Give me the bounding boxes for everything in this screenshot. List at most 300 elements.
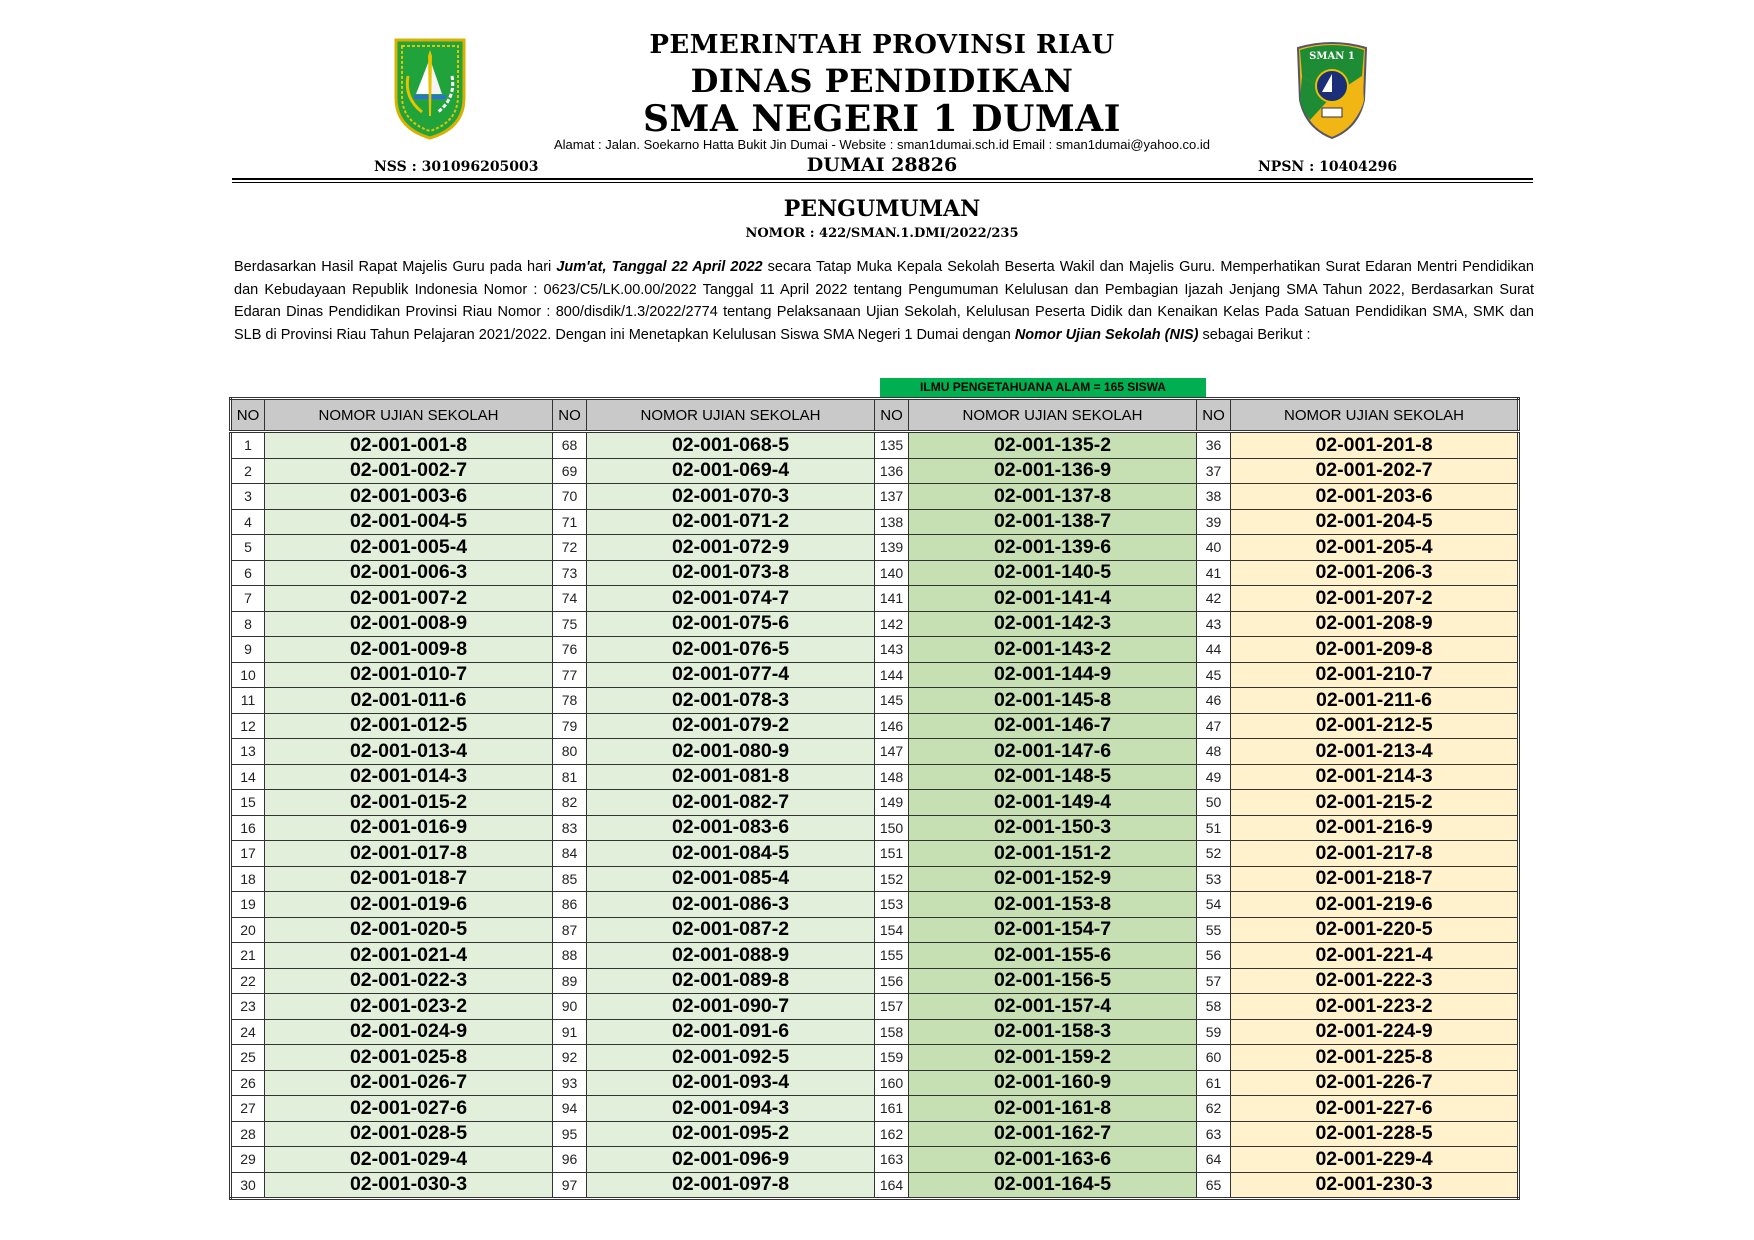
table-row: [231, 994, 1519, 1020]
row-number-cell: 80: [553, 739, 587, 765]
exam-number-cell: 02-001-030-3: [265, 1172, 553, 1199]
table-row: [231, 1019, 1519, 1045]
table-row: [231, 611, 1519, 637]
exam-number-cell: 02-001-154-7: [909, 917, 1197, 943]
column-header-no: NO: [1197, 399, 1231, 432]
row-number-cell: 59: [1197, 1019, 1231, 1045]
table-row: [231, 535, 1519, 561]
exam-number-cell: 02-001-090-7: [587, 994, 875, 1020]
exam-number-cell: 02-001-008-9: [265, 611, 553, 637]
row-number-cell: 81: [553, 764, 587, 790]
exam-number-cell: 02-001-142-3: [909, 611, 1197, 637]
row-number-cell: 140: [875, 560, 909, 586]
row-number-cell: 95: [553, 1121, 587, 1147]
exam-number-cell: 02-001-135-2: [909, 432, 1197, 459]
exam-number-cell: 02-001-003-6: [265, 484, 553, 510]
row-number-cell: 160: [875, 1070, 909, 1096]
exam-number-cell: 02-001-230-3: [1231, 1172, 1519, 1199]
exam-number-cell: 02-001-085-4: [587, 866, 875, 892]
exam-number-cell: 02-001-028-5: [265, 1121, 553, 1147]
exam-number-cell: 02-001-136-9: [909, 458, 1197, 484]
row-number-cell: 54: [1197, 892, 1231, 918]
exam-number-cell: 02-001-097-8: [587, 1172, 875, 1199]
row-number-cell: 36: [1197, 432, 1231, 459]
table-row: [231, 866, 1519, 892]
row-number-cell: 164: [875, 1172, 909, 1199]
exam-number-cell: 02-001-153-8: [909, 892, 1197, 918]
exam-number-cell: 02-001-077-4: [587, 662, 875, 688]
table-body: [231, 432, 1519, 1199]
exam-number-cell: 02-001-206-3: [1231, 560, 1519, 586]
row-number-cell: 76: [553, 637, 587, 663]
body-text-emphasis: Nomor Ujian Sekolah (NIS): [1014, 326, 1199, 343]
row-number-cell: 26: [231, 1070, 265, 1096]
table-row: [231, 509, 1519, 535]
exam-number-cell: 02-001-205-4: [1231, 535, 1519, 561]
row-number-cell: 77: [553, 662, 587, 688]
table-row: [231, 943, 1519, 969]
row-number-cell: 75: [553, 611, 587, 637]
exam-number-cell: 02-001-229-4: [1231, 1147, 1519, 1173]
row-number-cell: 27: [231, 1096, 265, 1122]
row-number-cell: 144: [875, 662, 909, 688]
exam-number-cell: 02-001-026-7: [265, 1070, 553, 1096]
row-number-cell: 38: [1197, 484, 1231, 510]
exam-number-cell: 02-001-083-6: [587, 815, 875, 841]
row-number-cell: 28: [231, 1121, 265, 1147]
table-row: [231, 1045, 1519, 1071]
exam-number-cell: 02-001-084-5: [587, 841, 875, 867]
row-number-cell: 162: [875, 1121, 909, 1147]
row-number-cell: 57: [1197, 968, 1231, 994]
row-number-cell: 41: [1197, 560, 1231, 586]
city-postal: DUMAI 28826: [806, 154, 958, 176]
row-number-cell: 158: [875, 1019, 909, 1045]
row-number-cell: 24: [231, 1019, 265, 1045]
exam-number-cell: 02-001-070-3: [587, 484, 875, 510]
exam-number-cell: 02-001-076-5: [587, 637, 875, 663]
agency-name: DINAS PENDIDIKAN: [690, 62, 1074, 100]
row-number-cell: 37: [1197, 458, 1231, 484]
row-number-cell: 16: [231, 815, 265, 841]
row-number-cell: 48: [1197, 739, 1231, 765]
table-row: [231, 484, 1519, 510]
table-row: [231, 688, 1519, 714]
row-number-cell: 11: [231, 688, 265, 714]
exam-number-cell: 02-001-147-6: [909, 739, 1197, 765]
row-number-cell: 136: [875, 458, 909, 484]
row-number-cell: 23: [231, 994, 265, 1020]
exam-number-cell: 02-001-093-4: [587, 1070, 875, 1096]
exam-number-cell: 02-001-027-6: [265, 1096, 553, 1122]
column-header-no: NO: [875, 399, 909, 432]
row-number-cell: 15: [231, 790, 265, 816]
exam-number-cell: 02-001-081-8: [587, 764, 875, 790]
row-number-cell: 143: [875, 637, 909, 663]
row-number-cell: 159: [875, 1045, 909, 1071]
table-row: [231, 560, 1519, 586]
exam-number-cell: 02-001-001-8: [265, 432, 553, 459]
table-row: [231, 1096, 1519, 1122]
exam-number-cell: 02-001-202-7: [1231, 458, 1519, 484]
exam-number-cell: 02-001-215-2: [1231, 790, 1519, 816]
exam-number-cell: 02-001-221-4: [1231, 943, 1519, 969]
exam-number-cell: 02-001-006-3: [265, 560, 553, 586]
exam-number-cell: 02-001-203-6: [1231, 484, 1519, 510]
row-number-cell: 1: [231, 432, 265, 459]
row-number-cell: 44: [1197, 637, 1231, 663]
exam-number-cell: 02-001-011-6: [265, 688, 553, 714]
row-number-cell: 96: [553, 1147, 587, 1173]
row-number-cell: 71: [553, 509, 587, 535]
exam-number-cell: 02-001-216-9: [1231, 815, 1519, 841]
exam-number-cell: 02-001-150-3: [909, 815, 1197, 841]
table-row: [231, 917, 1519, 943]
row-number-cell: 147: [875, 739, 909, 765]
exam-number-cell: 02-001-137-8: [909, 484, 1197, 510]
exam-number-cell: 02-001-201-8: [1231, 432, 1519, 459]
row-number-cell: 150: [875, 815, 909, 841]
column-header-exam-number: NOMOR UJIAN SEKOLAH: [1231, 399, 1519, 432]
row-number-cell: 94: [553, 1096, 587, 1122]
exam-number-cell: 02-001-140-5: [909, 560, 1197, 586]
exam-number-cell: 02-001-010-7: [265, 662, 553, 688]
exam-number-cell: 02-001-158-3: [909, 1019, 1197, 1045]
row-number-cell: 138: [875, 509, 909, 535]
school-name: SMA NEGERI 1 DUMAI: [643, 98, 1121, 140]
row-number-cell: 7: [231, 586, 265, 612]
exam-number-cell: 02-001-005-4: [265, 535, 553, 561]
row-number-cell: 3: [231, 484, 265, 510]
row-number-cell: 85: [553, 866, 587, 892]
row-number-cell: 163: [875, 1147, 909, 1173]
exam-number-cell: 02-001-091-6: [587, 1019, 875, 1045]
npsn-number: NPSN : 10404296: [1258, 159, 1398, 175]
row-number-cell: 153: [875, 892, 909, 918]
body-text-part: Berdasarkan Hasil Rapat Majelis Guru pada hari: [234, 259, 557, 275]
exam-number-cell: 02-001-145-8: [909, 688, 1197, 714]
exam-number-cell: 02-001-071-2: [587, 509, 875, 535]
exam-number-cell: 02-001-226-7: [1231, 1070, 1519, 1096]
exam-number-cell: 02-001-009-8: [265, 637, 553, 663]
province-name: PEMERINTAH PROVINSI RIAU: [649, 30, 1115, 60]
exam-number-cell: 02-001-024-9: [265, 1019, 553, 1045]
letterhead-divider: [232, 178, 1533, 183]
row-number-cell: 82: [553, 790, 587, 816]
row-number-cell: 155: [875, 943, 909, 969]
row-number-cell: 39: [1197, 509, 1231, 535]
exam-number-cell: 02-001-088-9: [587, 943, 875, 969]
table-header-row: [231, 399, 1519, 432]
table-row: [231, 764, 1519, 790]
row-number-cell: 5: [231, 535, 265, 561]
row-number-cell: 137: [875, 484, 909, 510]
row-number-cell: 53: [1197, 866, 1231, 892]
exam-number-cell: 02-001-209-8: [1231, 637, 1519, 663]
row-number-cell: 93: [553, 1070, 587, 1096]
row-number-cell: 52: [1197, 841, 1231, 867]
row-number-cell: 78: [553, 688, 587, 714]
exam-number-cell: 02-001-082-7: [587, 790, 875, 816]
column-header-exam-number: NOMOR UJIAN SEKOLAH: [909, 399, 1197, 432]
row-number-cell: 22: [231, 968, 265, 994]
row-number-cell: 73: [553, 560, 587, 586]
row-number-cell: 146: [875, 713, 909, 739]
exam-number-cell: 02-001-211-6: [1231, 688, 1519, 714]
exam-number-cell: 02-001-227-6: [1231, 1096, 1519, 1122]
exam-number-cell: 02-001-002-7: [265, 458, 553, 484]
exam-number-cell: 02-001-141-4: [909, 586, 1197, 612]
row-number-cell: 142: [875, 611, 909, 637]
exam-number-cell: 02-001-212-5: [1231, 713, 1519, 739]
table-row: [231, 637, 1519, 663]
row-number-cell: 51: [1197, 815, 1231, 841]
column-header-exam-number: NOMOR UJIAN SEKOLAH: [265, 399, 553, 432]
exam-number-cell: 02-001-012-5: [265, 713, 553, 739]
row-number-cell: 68: [553, 432, 587, 459]
row-number-cell: 141: [875, 586, 909, 612]
row-number-cell: 2: [231, 458, 265, 484]
row-number-cell: 69: [553, 458, 587, 484]
table-row: [231, 713, 1519, 739]
row-number-cell: 6: [231, 560, 265, 586]
row-number-cell: 18: [231, 866, 265, 892]
row-number-cell: 58: [1197, 994, 1231, 1020]
row-number-cell: 151: [875, 841, 909, 867]
exam-number-cell: 02-001-139-6: [909, 535, 1197, 561]
table-row: [231, 841, 1519, 867]
row-number-cell: 60: [1197, 1045, 1231, 1071]
row-number-cell: 84: [553, 841, 587, 867]
row-number-cell: 63: [1197, 1121, 1231, 1147]
row-number-cell: 149: [875, 790, 909, 816]
row-number-cell: 49: [1197, 764, 1231, 790]
body-text-part: secara Tatap Muka Kepala Sekolah Beserta Wakil dan Majelis Guru. Memperhatikan Surat Edaran Mentri Pendidikan dan Kebudayaan Republik Indonesia Nomor : 0623/C5/LK.00.00/2022 Tanggal 11 April 2022 tentang Pengumuman Kelulusan dan Pembagian Ijazah Jenjang SMA Tahun 2022, Berdasarkan Surat Edaran Dinas Pendidikan Provinsi Riau Nomor : 800/disdik/1.3/2022/2774 tentang Pelaksanaan Ujian Sekolah, Kelulusan Peserta Didik dan Kenaikan Kelas Pada Satuan Pendidikan SMA, SMK dan SLB di Provinsi Riau Tahun Pelajaran 2021/2022. Dengan ini Menetapkan Kelulusan Siswa SMA Negeri 1 Dumai dengan: [234, 259, 1534, 343]
table-row: [231, 892, 1519, 918]
row-number-cell: 161: [875, 1096, 909, 1122]
body-text-part: sebagai Berikut :: [1198, 326, 1311, 343]
exam-number-cell: 02-001-068-5: [587, 432, 875, 459]
school-address: Alamat : Jalan. Soekarno Hatta Bukit Jin Dumai - Website : sman1dumai.sch.id Email : sman1dumai@yahoo.co.id: [553, 137, 1211, 152]
exam-number-cell: 02-001-223-2: [1231, 994, 1519, 1020]
exam-number-cell: 02-001-146-7: [909, 713, 1197, 739]
row-number-cell: 74: [553, 586, 587, 612]
row-number-cell: 64: [1197, 1147, 1231, 1173]
exam-number-cell: 02-001-164-5: [909, 1172, 1197, 1199]
exam-number-cell: 02-001-225-8: [1231, 1045, 1519, 1071]
row-number-cell: 61: [1197, 1070, 1231, 1096]
row-number-cell: 157: [875, 994, 909, 1020]
exam-number-cell: 02-001-079-2: [587, 713, 875, 739]
row-number-cell: 17: [231, 841, 265, 867]
row-number-cell: 86: [553, 892, 587, 918]
row-number-cell: 89: [553, 968, 587, 994]
row-number-cell: 154: [875, 917, 909, 943]
exam-number-cell: 02-001-087-2: [587, 917, 875, 943]
exam-number-cell: 02-001-074-7: [587, 586, 875, 612]
row-number-cell: 156: [875, 968, 909, 994]
table-row: [231, 739, 1519, 765]
exam-number-cell: 02-001-152-9: [909, 866, 1197, 892]
column-header-exam-number: NOMOR UJIAN SEKOLAH: [587, 399, 875, 432]
exam-number-cell: 02-001-069-4: [587, 458, 875, 484]
exam-number-cell: 02-001-096-9: [587, 1147, 875, 1173]
exam-number-cell: 02-001-020-5: [265, 917, 553, 943]
table-row: [231, 1147, 1519, 1173]
exam-number-cell: 02-001-155-6: [909, 943, 1197, 969]
exam-number-cell: 02-001-095-2: [587, 1121, 875, 1147]
exam-number-cell: 02-001-092-5: [587, 1045, 875, 1071]
exam-number-cell: 02-001-086-3: [587, 892, 875, 918]
exam-number-cell: 02-001-089-8: [587, 968, 875, 994]
nss-number: NSS : 301096205003: [374, 159, 539, 175]
exam-number-cell: 02-001-157-4: [909, 994, 1197, 1020]
row-number-cell: 29: [231, 1147, 265, 1173]
exam-number-cell: 02-001-072-9: [587, 535, 875, 561]
exam-number-cell: 02-001-015-2: [265, 790, 553, 816]
row-number-cell: 55: [1197, 917, 1231, 943]
table-row: [231, 968, 1519, 994]
row-number-cell: 72: [553, 535, 587, 561]
row-number-cell: 13: [231, 739, 265, 765]
exam-number-cell: 02-001-148-5: [909, 764, 1197, 790]
exam-number-cell: 02-001-018-7: [265, 866, 553, 892]
exam-number-cell: 02-001-075-6: [587, 611, 875, 637]
exam-number-cell: 02-001-143-2: [909, 637, 1197, 663]
row-number-cell: 50: [1197, 790, 1231, 816]
table-row: [231, 586, 1519, 612]
announcement-title: PENGUMUMAN: [783, 196, 981, 222]
table-row: [231, 790, 1519, 816]
row-number-cell: 79: [553, 713, 587, 739]
row-number-cell: 14: [231, 764, 265, 790]
row-number-cell: 42: [1197, 586, 1231, 612]
row-number-cell: 20: [231, 917, 265, 943]
exam-number-cell: 02-001-021-4: [265, 943, 553, 969]
exam-number-cell: 02-001-213-4: [1231, 739, 1519, 765]
exam-number-cell: 02-001-204-5: [1231, 509, 1519, 535]
table-row: [231, 432, 1519, 459]
row-number-cell: 8: [231, 611, 265, 637]
table-row: [231, 1070, 1519, 1096]
row-number-cell: 87: [553, 917, 587, 943]
row-number-cell: 83: [553, 815, 587, 841]
ipa-group-badge: ILMU PENGETAHUANA ALAM = 165 SISWA: [880, 378, 1206, 397]
column-header-no: NO: [231, 399, 265, 432]
row-number-cell: 43: [1197, 611, 1231, 637]
row-number-cell: 92: [553, 1045, 587, 1071]
exam-number-cell: 02-001-144-9: [909, 662, 1197, 688]
letterhead: [232, 30, 1532, 182]
row-number-cell: 10: [231, 662, 265, 688]
exam-number-cell: 02-001-159-2: [909, 1045, 1197, 1071]
row-number-cell: 148: [875, 764, 909, 790]
exam-number-cell: 02-001-094-3: [587, 1096, 875, 1122]
exam-number-cell: 02-001-220-5: [1231, 917, 1519, 943]
exam-number-cell: 02-001-161-8: [909, 1096, 1197, 1122]
exam-number-cell: 02-001-078-3: [587, 688, 875, 714]
row-number-cell: 45: [1197, 662, 1231, 688]
exam-number-cell: 02-001-007-2: [265, 586, 553, 612]
exam-number-cell: 02-001-214-3: [1231, 764, 1519, 790]
row-number-cell: 97: [553, 1172, 587, 1199]
exam-number-cell: 02-001-219-6: [1231, 892, 1519, 918]
exam-number-cell: 02-001-222-3: [1231, 968, 1519, 994]
exam-number-cell: 02-001-022-3: [265, 968, 553, 994]
column-header-no: NO: [553, 399, 587, 432]
row-number-cell: 152: [875, 866, 909, 892]
row-number-cell: 12: [231, 713, 265, 739]
exam-number-cell: 02-001-160-9: [909, 1070, 1197, 1096]
row-number-cell: 70: [553, 484, 587, 510]
exam-number-cell: 02-001-210-7: [1231, 662, 1519, 688]
exam-number-cell: 02-001-023-2: [265, 994, 553, 1020]
table-row: [231, 1172, 1519, 1199]
row-number-cell: 25: [231, 1045, 265, 1071]
exam-number-cell: 02-001-217-8: [1231, 841, 1519, 867]
row-number-cell: 21: [231, 943, 265, 969]
row-number-cell: 91: [553, 1019, 587, 1045]
exam-number-cell: 02-001-025-8: [265, 1045, 553, 1071]
exam-number-cell: 02-001-228-5: [1231, 1121, 1519, 1147]
row-number-cell: 65: [1197, 1172, 1231, 1199]
row-number-cell: 139: [875, 535, 909, 561]
exam-number-cell: 02-001-163-6: [909, 1147, 1197, 1173]
row-number-cell: 4: [231, 509, 265, 535]
exam-number-cell: 02-001-017-8: [265, 841, 553, 867]
exam-number-cell: 02-001-151-2: [909, 841, 1197, 867]
exam-number-cell: 02-001-014-3: [265, 764, 553, 790]
row-number-cell: 47: [1197, 713, 1231, 739]
row-number-cell: 145: [875, 688, 909, 714]
exam-number-cell: 02-001-162-7: [909, 1121, 1197, 1147]
exam-number-cell: 02-001-016-9: [265, 815, 553, 841]
exam-number-cell: 02-001-029-4: [265, 1147, 553, 1173]
table-row: [231, 662, 1519, 688]
exam-number-cell: 02-001-080-9: [587, 739, 875, 765]
exam-number-cell: 02-001-138-7: [909, 509, 1197, 535]
exam-number-cell: 02-001-019-6: [265, 892, 553, 918]
exam-number-cell: 02-001-207-2: [1231, 586, 1519, 612]
row-number-cell: 62: [1197, 1096, 1231, 1122]
row-number-cell: 135: [875, 432, 909, 459]
svg-text:SMAN 1: SMAN 1: [1309, 51, 1355, 62]
exam-number-cell: 02-001-013-4: [265, 739, 553, 765]
announcement-number: NOMOR : 422/SMAN.1.DMI/2022/235: [745, 226, 1019, 241]
exam-number-cell: 02-001-149-4: [909, 790, 1197, 816]
exam-number-cell: 02-001-218-7: [1231, 866, 1519, 892]
row-number-cell: 46: [1197, 688, 1231, 714]
body-text-emphasis: Jum'at, Tanggal 22 April 2022: [556, 259, 763, 275]
exam-number-cell: 02-001-156-5: [909, 968, 1197, 994]
announcement-body: [234, 256, 1534, 346]
row-number-cell: 56: [1197, 943, 1231, 969]
row-number-cell: 88: [553, 943, 587, 969]
table-row: [231, 815, 1519, 841]
exam-number-table: [229, 397, 1520, 1200]
row-number-cell: 30: [231, 1172, 265, 1199]
exam-number-cell: 02-001-004-5: [265, 509, 553, 535]
row-number-cell: 90: [553, 994, 587, 1020]
row-number-cell: 9: [231, 637, 265, 663]
exam-number-cell: 02-001-224-9: [1231, 1019, 1519, 1045]
exam-number-cell: 02-001-208-9: [1231, 611, 1519, 637]
table-row: [231, 458, 1519, 484]
row-number-cell: 40: [1197, 535, 1231, 561]
row-number-cell: 19: [231, 892, 265, 918]
table-row: [231, 1121, 1519, 1147]
exam-number-cell: 02-001-073-8: [587, 560, 875, 586]
